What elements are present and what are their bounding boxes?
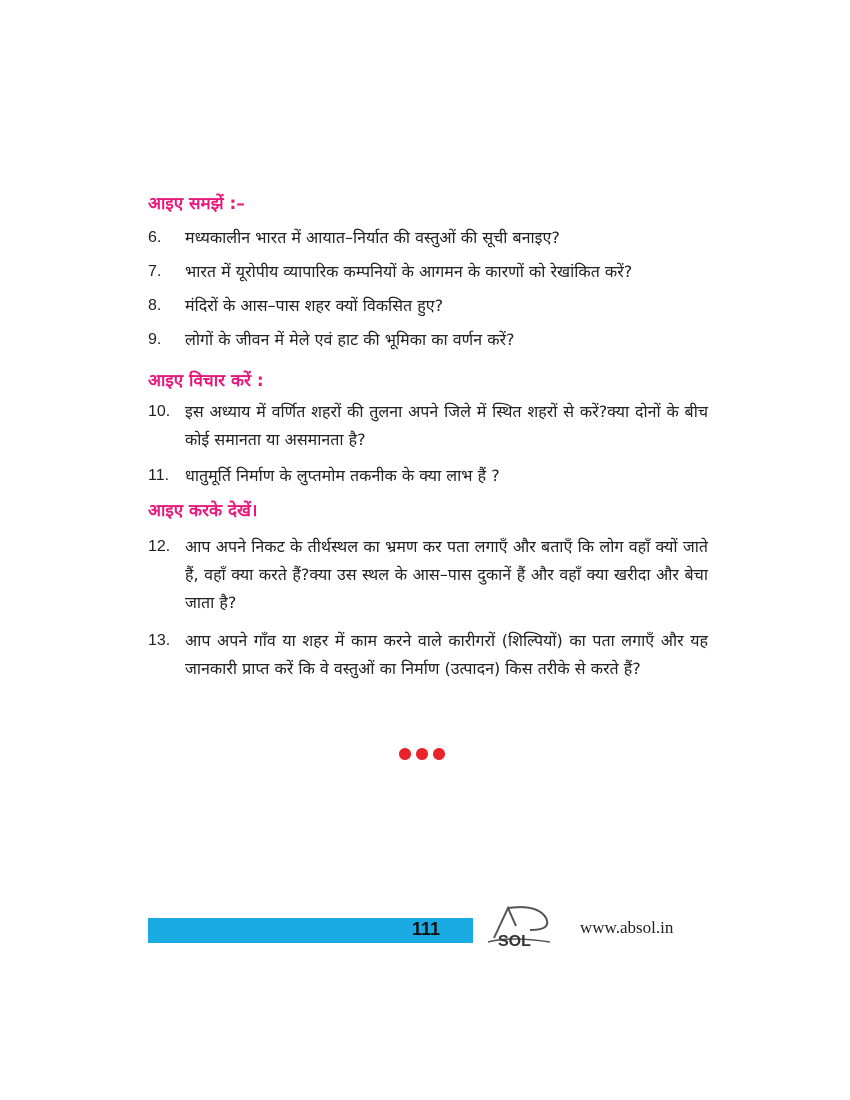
question-text: भारत में यूरोपीय व्यापारिक कम्पनियों के आगमन के कारणों को रेखांकित करें? — [185, 262, 633, 281]
question-text: मंदिरों के आस–पास शहर क्यों विकसित हुए? — [185, 296, 444, 315]
decorative-dot — [433, 748, 445, 760]
question-11 — [148, 462, 708, 490]
question-number: 9. — [148, 331, 162, 348]
website-link: www.absol.in — [580, 918, 674, 937]
question-text: धातुमूर्ति निर्माण के लुप्तमोम तकनीक के क्या लाभ हैं ? — [185, 466, 500, 485]
question-number: 6. — [148, 229, 162, 246]
section-heading-think: आइए विचार करें : — [148, 371, 264, 391]
question-text: आप अपने गाँव या शहर में काम करने वाले कारीगरों (शिल्पियों) का पता लगाएँ और यह जानकारी प्राप्त करें कि वे वस्तुओं का निर्माण (उत्पादन) किस तरीके से करते हैं? — [185, 631, 708, 678]
question-number: 8. — [148, 297, 162, 314]
question-text: इस अध्याय में वर्णित शहरों की तुलना अपने जिले में स्थित शहरों से करें?क्या दोनों के बीच कोई समानता या असमानता है? — [185, 402, 708, 449]
question-6 — [148, 224, 708, 252]
decorative-dot — [399, 748, 411, 760]
section-heading-understand: आइए समझें :– — [148, 194, 245, 214]
question-8 — [148, 292, 708, 320]
logo-text: SOL — [498, 933, 531, 950]
question-text: मध्यकालीन भारत में आयात–निर्यात की वस्तुओं की सूची बनाइए? — [185, 228, 560, 247]
question-10 — [148, 398, 708, 454]
end-of-section-dots — [399, 748, 445, 760]
question-number: 7. — [148, 263, 162, 280]
question-number: 13. — [148, 632, 171, 649]
question-number: 10. — [148, 403, 171, 420]
question-7 — [148, 258, 708, 286]
absol-logo-icon — [480, 900, 560, 950]
question-text: आप अपने निकट के तीर्थस्थल का भ्रमण कर पता लगाएँ और बताएँ कि लोग वहाँ क्यों जाते हैं, वहाँ क्या करते हैं?क्या उस स्थल के आस–पास दुकानें हैं और वहाँ क्या खरीदा और बेचा जाता है? — [185, 537, 708, 612]
question-13 — [148, 627, 708, 683]
question-9 — [148, 326, 708, 354]
section-heading-do: आइए करके देखें। — [148, 501, 258, 521]
decorative-dot — [416, 748, 428, 760]
question-12 — [148, 533, 708, 617]
question-number: 11. — [148, 467, 170, 484]
question-text: लोगों के जीवन में मेले एवं हाट की भूमिका का वर्णन करें? — [185, 330, 515, 349]
question-number: 12. — [148, 538, 171, 555]
page-number: 111 — [412, 919, 441, 939]
